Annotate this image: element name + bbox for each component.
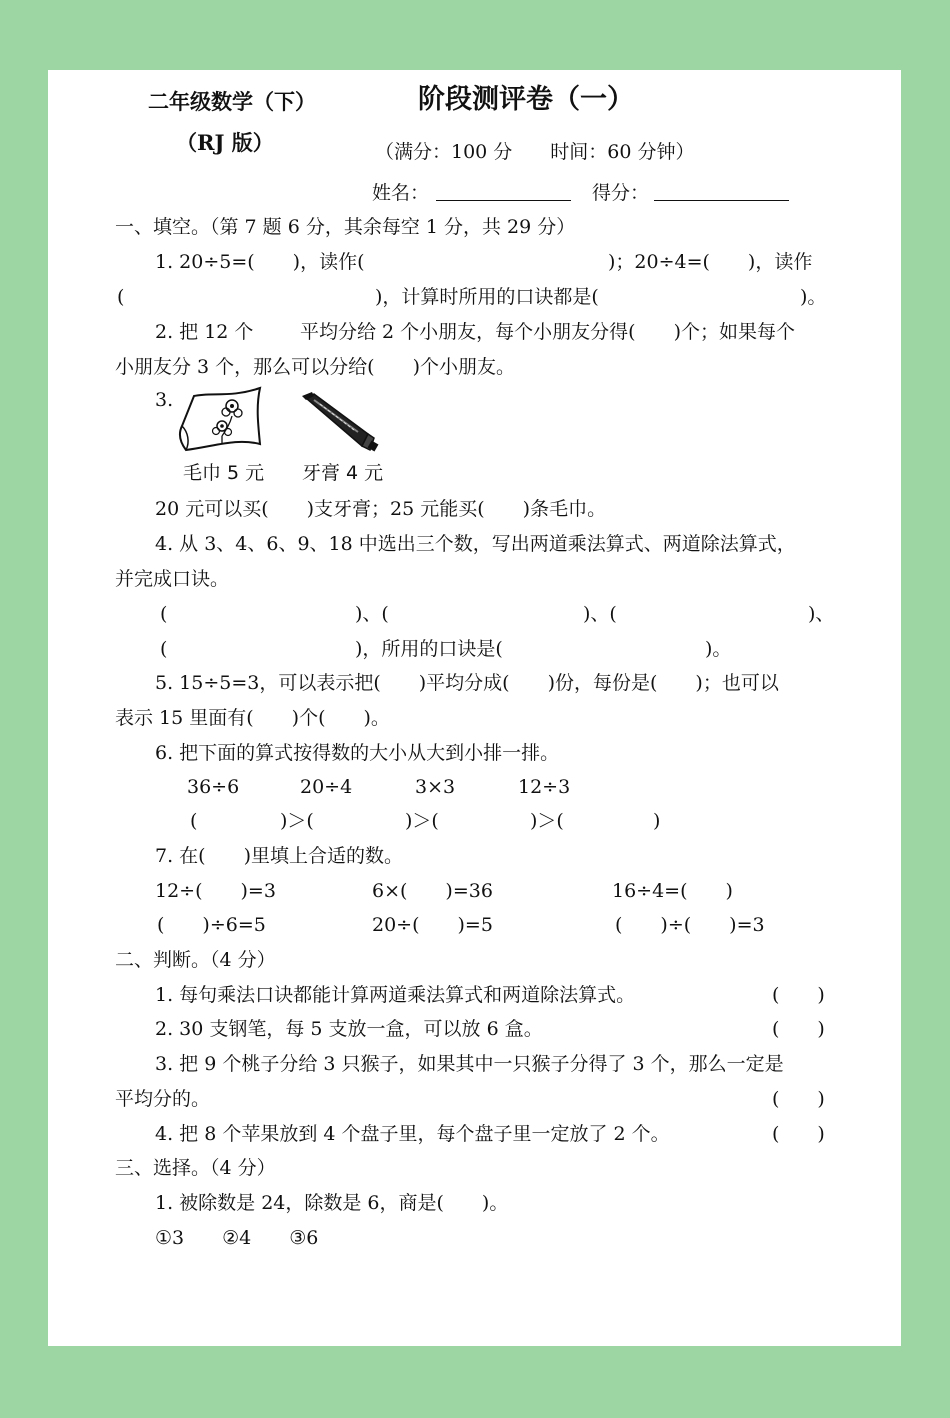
line-j3-p: ( ): [772, 1088, 825, 1110]
toothpaste-price-label: 牙膏 4 元: [302, 462, 384, 484]
line-q3-q: 20 元可以买( )支牙膏；25 元能买( )条毛巾。: [155, 498, 607, 520]
edition-label: （RJ 版）: [176, 130, 274, 155]
line-q4-a: 4. 从 3、4、6、9、18 中选出三个数，写出两道乘法算式、两道除法算式，: [155, 533, 796, 555]
line-q7-a: 7. 在( )里填上合适的数。: [155, 845, 403, 867]
line-q6-h: )＞(: [405, 810, 439, 832]
line-c1-opts: ①3 ②4 ③6: [155, 1227, 319, 1249]
line-j3-a: 3. 把 9 个桃子分给 3 只猴子，如果其中一只猴子分得了 3 个，那么一定是: [155, 1053, 784, 1075]
line-q1-b: )；20÷4=( )，读作: [608, 251, 813, 273]
name-label: 姓名：: [372, 182, 430, 204]
line-q7-d: 16÷4=( ): [612, 880, 733, 902]
line-q6-j: ): [653, 810, 661, 832]
line-q7-g: ( )÷( )=3: [615, 914, 765, 936]
line-q4-h: )，所用的口诀是(: [355, 638, 503, 660]
page-title: 阶段测评卷（一）: [418, 84, 634, 115]
line-q6-b: 36÷6: [187, 776, 240, 798]
line-q6-c: 20÷4: [300, 776, 353, 798]
line-q4-g: (: [160, 638, 168, 660]
line-q4-b: 并完成口诀。: [115, 568, 230, 590]
towel-icon: [176, 386, 266, 458]
exam-meta: （满分：100 分 时间：60 分钟）: [375, 141, 695, 163]
line-q4-i: )。: [705, 638, 732, 660]
line-q6-i: )＞(: [530, 810, 564, 832]
line-j2-p: ( ): [772, 1018, 825, 1040]
towel-price-label: 毛巾 5 元: [183, 462, 265, 484]
line-q6-a: 6. 把下面的算式按得数的大小从大到小排一排。: [155, 742, 560, 764]
score-field[interactable]: [654, 200, 789, 201]
line-q5-b: 表示 15 里面有( )个( )。: [115, 707, 390, 729]
line-j2: 2. 30 支钢笔，每 5 支放一盒，可以放 6 盒。: [155, 1018, 543, 1040]
line-q4-d: )、(: [355, 603, 389, 625]
line-q7-b: 12÷( )=3: [155, 880, 276, 902]
line-q2-b: 平均分给 2 个小朋友，每个小朋友分得( )个；如果每个: [300, 321, 795, 343]
line-j3-b: 平均分的。: [115, 1088, 211, 1110]
line-q5-a: 5. 15÷5=3，可以表示把( )平均分成( )份，每份是( )；也可以: [155, 672, 779, 694]
line-q2-c: 小朋友分 3 个，那么可以分给( )个小朋友。: [115, 356, 515, 378]
line-q4-f: )、: [808, 603, 835, 625]
line-q4-c: (: [160, 603, 168, 625]
line-q1-c: (: [117, 286, 125, 308]
line-q7-f: 20÷( )=5: [372, 914, 493, 936]
line-q7-e: ( )÷6=5: [157, 914, 266, 936]
line-q6-d: 3×3: [415, 776, 456, 798]
line-q6-e: 12÷3: [518, 776, 571, 798]
line-q6-f: (: [190, 810, 198, 832]
line-s3-title: 三、选择。（4 分）: [115, 1157, 276, 1179]
line-j1-p: ( ): [772, 984, 825, 1006]
line-q2-a: 2. 把 12 个: [155, 321, 254, 343]
line-j4-p: ( ): [772, 1123, 825, 1145]
line-q3-num: 3.: [155, 389, 174, 411]
line-q6-g: )＞(: [280, 810, 314, 832]
line-q7-c: 6×( )=36: [372, 880, 493, 902]
score-label: 得分：: [592, 182, 650, 204]
line-q1-e: )。: [800, 286, 827, 308]
line-j1: 1. 每句乘法口诀都能计算两道乘法算式和两道除法算式。: [155, 984, 636, 1006]
name-field[interactable]: [436, 200, 571, 201]
line-j4: 4. 把 8 个苹果放到 4 个盘子里，每个盘子里一定放了 2 个。: [155, 1123, 670, 1145]
line-c1: 1. 被除数是 24，除数是 6，商是( )。: [155, 1192, 509, 1214]
line-q4-e: )、(: [583, 603, 617, 625]
line-q1-d: )，计算时所用的口诀都是(: [375, 286, 599, 308]
line-q1-a: 1. 20÷5=( )，读作(: [155, 251, 365, 273]
line-s2-title: 二、判断。（4 分）: [115, 949, 276, 971]
line-s1-title: 一、填空。（第 7 题 6 分，其余每空 1 分，共 29 分）: [115, 216, 576, 238]
grade-label: 二年级数学（下）: [148, 89, 316, 114]
toothpaste-icon: [296, 392, 382, 454]
